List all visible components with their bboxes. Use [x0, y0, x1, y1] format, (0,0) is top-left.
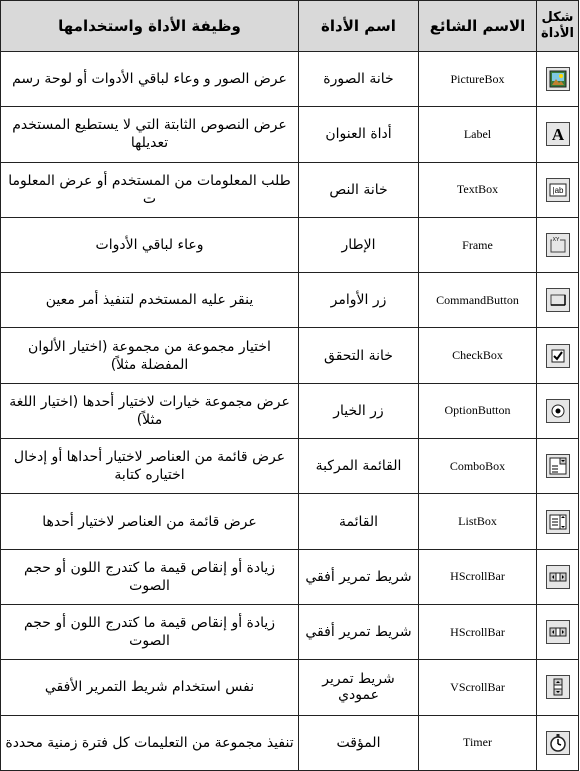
cell-tool-name: خانة الصورة — [299, 52, 419, 107]
cell-shape — [537, 715, 579, 770]
table-row — [1, 217, 579, 272]
header-common-name: الاسم الشائع — [419, 1, 537, 52]
cell-shape — [537, 107, 579, 162]
cell-function: تنفيذ مجموعة من التعليمات كل فترة زمنية محددة — [1, 715, 299, 770]
header-function: وظيفة الأداة واستخدامها — [1, 1, 299, 52]
commandbutton-icon — [546, 288, 570, 312]
cell-function: عرض مجموعة خيارات لاختيار أحدها (اختيار اللغة مثلاً) — [1, 383, 299, 438]
cell-shape — [537, 328, 579, 383]
table-row — [1, 328, 579, 383]
cell-common-name: ListBox — [419, 494, 537, 549]
cell-function: عرض قائمة من العناصر لاختيار أحداها أو إدخال اختياره كتابة — [1, 439, 299, 494]
frame-icon — [546, 233, 570, 257]
cell-tool-name: أداة العنوان — [299, 107, 419, 162]
cell-tool-name: شريط تمرير أفقي — [299, 549, 419, 604]
cell-common-name: HScrollBar — [419, 549, 537, 604]
svg-text:XY: XY — [552, 237, 559, 244]
cell-function: اختيار مجموعة من مجموعة (اختيار الألوان المفضلة مثلاً) — [1, 328, 299, 383]
cell-shape — [537, 217, 579, 272]
cell-shape — [537, 439, 579, 494]
cell-tool-name: خانة النص — [299, 162, 419, 217]
header-row — [1, 1, 579, 52]
cell-common-name: CheckBox — [419, 328, 537, 383]
cell-common-name: Frame — [419, 217, 537, 272]
cell-function: طلب المعلومات من المستخدم أو عرض المعلوما ت — [1, 162, 299, 217]
cell-common-name: ComboBox — [419, 439, 537, 494]
table-row — [1, 660, 579, 715]
table-row — [1, 162, 579, 217]
cell-shape — [537, 383, 579, 438]
cell-common-name: HScrollBar — [419, 604, 537, 659]
cell-function: ينقر عليه المستخدم لتنفيذ أمر معين — [1, 273, 299, 328]
hscrollbar-icon — [546, 565, 570, 589]
cell-tool-name: زر الأوامر — [299, 273, 419, 328]
cell-tool-name: خانة التحقق — [299, 328, 419, 383]
cell-common-name: VScrollBar — [419, 660, 537, 715]
cell-common-name: TextBox — [419, 162, 537, 217]
cell-function: نفس استخدام شريط التمرير الأفقي — [1, 660, 299, 715]
optionbutton-icon — [546, 399, 570, 423]
table-row — [1, 107, 579, 162]
svg-text:A: A — [551, 125, 564, 145]
cell-common-name: OptionButton — [419, 383, 537, 438]
cell-shape — [537, 604, 579, 659]
combobox-icon — [546, 454, 570, 478]
table-row — [1, 494, 579, 549]
cell-tool-name: القائمة — [299, 494, 419, 549]
table-row — [1, 549, 579, 604]
cell-tool-name: الإطار — [299, 217, 419, 272]
cell-common-name: PictureBox — [419, 52, 537, 107]
cell-tool-name: شريط تمرير أفقي — [299, 604, 419, 659]
table-row — [1, 52, 579, 107]
cell-function: زيادة أو إنقاص قيمة ما كتدرج اللون أو حجم الصوت — [1, 549, 299, 604]
table-row — [1, 715, 579, 770]
cell-shape — [537, 494, 579, 549]
listbox-icon — [546, 510, 570, 534]
table-row — [1, 273, 579, 328]
cell-function: عرض الصور و وعاء لباقي الأدوات أو لوحة رسم — [1, 52, 299, 107]
cell-function: عرض النصوص الثابتة التي لا يستطيع المستخدم تعديلها — [1, 107, 299, 162]
table-row — [1, 439, 579, 494]
label-icon — [546, 122, 570, 146]
timer-icon — [546, 731, 570, 755]
cell-shape — [537, 273, 579, 328]
cell-tool-name: زر الخيار — [299, 383, 419, 438]
cell-function: عرض قائمة من العناصر لاختيار أحدها — [1, 494, 299, 549]
textbox-icon — [546, 178, 570, 202]
vscrollbar-icon — [546, 675, 570, 699]
cell-tool-name: شريط تمرير عمودي — [299, 660, 419, 715]
cell-common-name: Label — [419, 107, 537, 162]
hscrollbar-icon — [546, 620, 570, 644]
cell-shape — [537, 549, 579, 604]
picturebox-icon — [546, 67, 570, 91]
cell-common-name: Timer — [419, 715, 537, 770]
table-row — [1, 383, 579, 438]
cell-shape — [537, 162, 579, 217]
cell-common-name: CommandButton — [419, 273, 537, 328]
svg-text:ab|: ab| — [552, 185, 563, 195]
header-tool-name: اسم الأداة — [299, 1, 419, 52]
cell-tool-name: المؤقت — [299, 715, 419, 770]
checkbox-icon — [546, 344, 570, 368]
table-row — [1, 604, 579, 659]
cell-tool-name: القائمة المركبة — [299, 439, 419, 494]
cell-function: زيادة أو إنقاص قيمة ما كتدرج اللون أو حجم الصوت — [1, 604, 299, 659]
cell-shape — [537, 52, 579, 107]
cell-shape — [537, 660, 579, 715]
header-shape: شكل الأداة — [537, 1, 579, 52]
cell-function: وعاء لباقي الأدوات — [1, 217, 299, 272]
